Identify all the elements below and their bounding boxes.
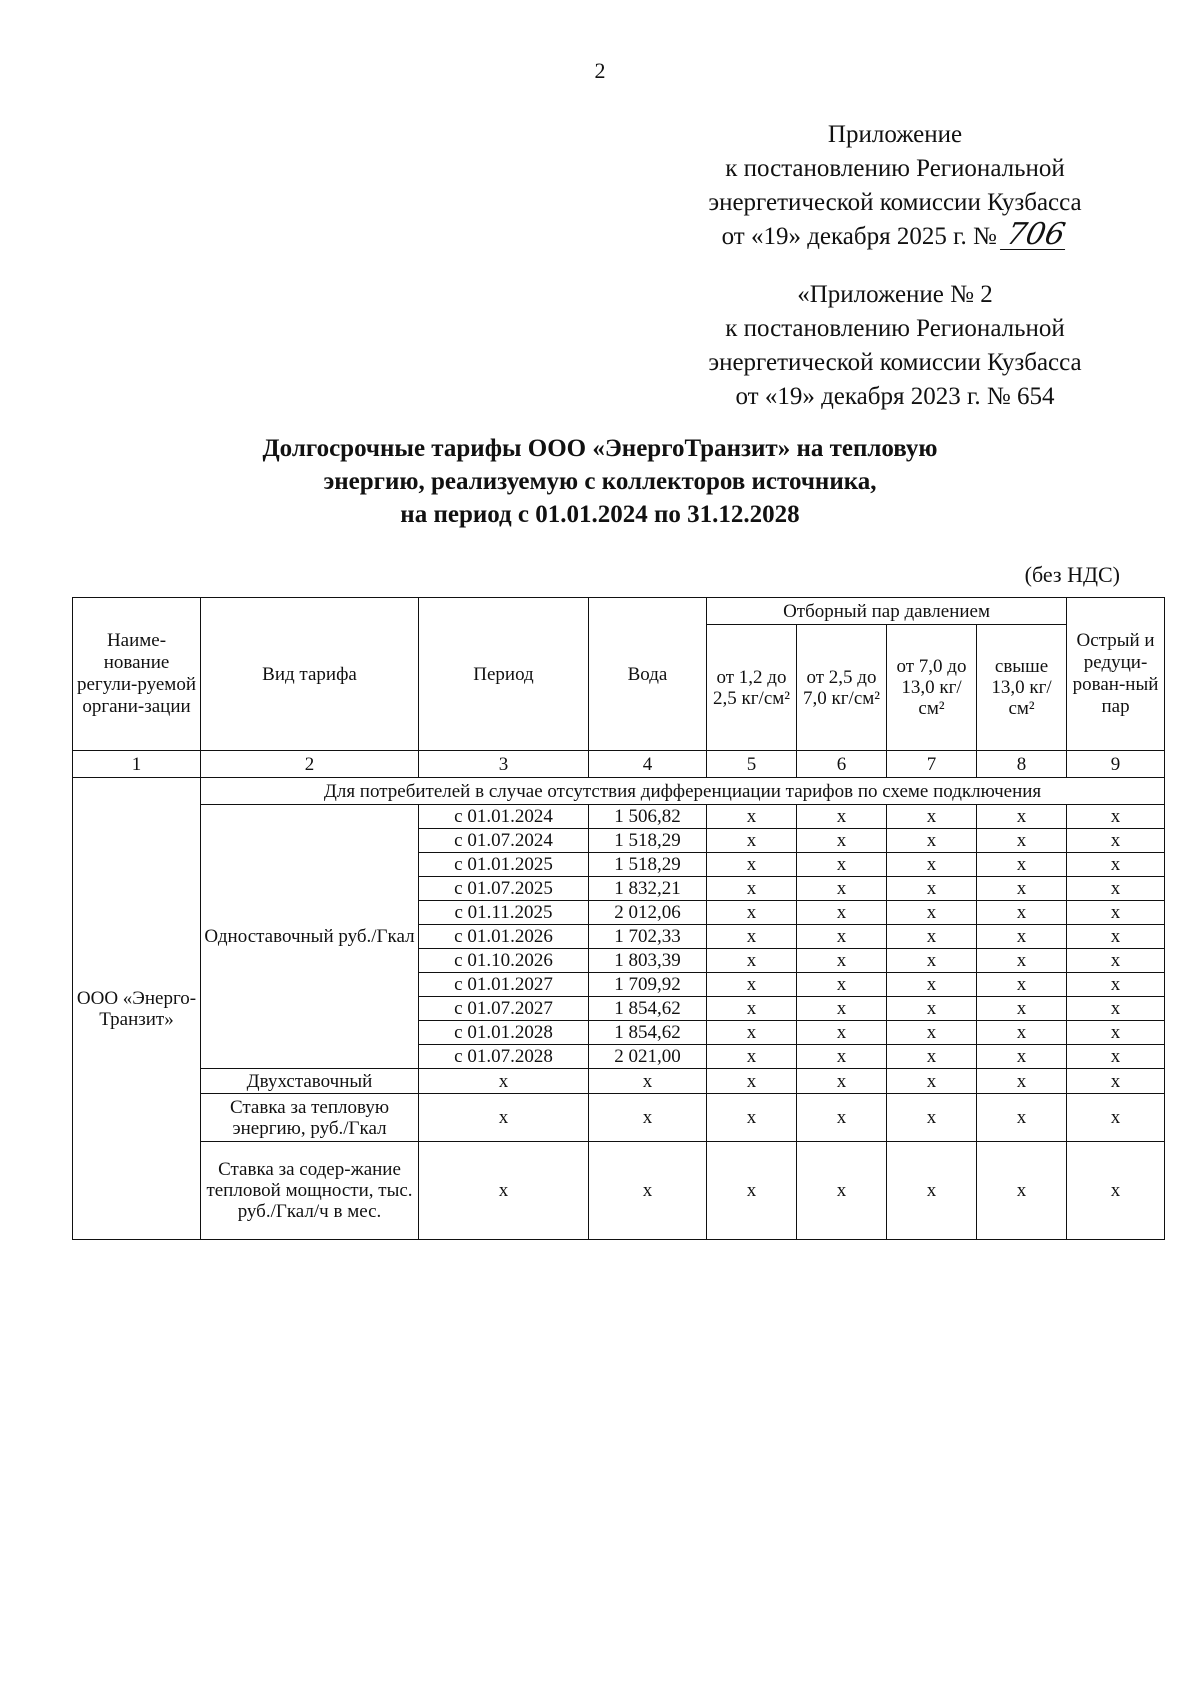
empty-mark: х <box>977 1021 1067 1045</box>
water-value: 1 854,62 <box>589 1021 707 1045</box>
empty-mark: х <box>707 1069 797 1094</box>
table-row <box>73 1142 1165 1240</box>
period-cell: с 01.01.2025 <box>419 853 589 877</box>
water-value: 1 832,21 <box>589 877 707 901</box>
column-number-2: 2 <box>201 751 419 778</box>
empty-mark: х <box>707 1094 797 1142</box>
empty-mark: х <box>797 925 887 949</box>
column-number-8: 8 <box>977 751 1067 778</box>
empty-mark: х <box>797 877 887 901</box>
empty-mark: х <box>589 1069 707 1094</box>
period-cell: с 01.10.2026 <box>419 949 589 973</box>
period-cell: с 01.01.2027 <box>419 973 589 997</box>
empty-mark: х <box>1067 997 1165 1021</box>
empty-mark: х <box>1067 805 1165 829</box>
empty-mark: х <box>977 805 1067 829</box>
water-value: 1 506,82 <box>589 805 707 829</box>
handwritten-number: 706 <box>1000 221 1071 250</box>
empty-mark: х <box>707 901 797 925</box>
empty-mark: х <box>887 1142 977 1240</box>
empty-mark: х <box>797 805 887 829</box>
page-number: 2 <box>594 58 606 83</box>
header-sharp-steam: Острый и редуци-рован-ный пар <box>1067 598 1165 751</box>
appendix-current-line3: энергетической комиссии Кузбасса <box>708 189 1082 216</box>
empty-mark: х <box>707 829 797 853</box>
empty-mark: х <box>589 1094 707 1142</box>
section-row <box>73 778 1165 805</box>
empty-mark: х <box>797 1069 887 1094</box>
empty-mark: х <box>589 1142 707 1240</box>
column-number-6: 6 <box>797 751 887 778</box>
title-line1: Долгосрочные тарифы ООО «ЭнергоТранзит» на тепловую <box>262 435 938 462</box>
empty-mark: х <box>707 973 797 997</box>
appendix-previous-line4: от «19» декабря 2023 г. № 654 <box>735 383 1055 410</box>
empty-mark: х <box>887 1045 977 1069</box>
vat-note: (без НДС) <box>1024 562 1120 587</box>
table-row <box>73 1069 1165 1094</box>
single-rate-label: Одноставочный руб./Гкал <box>201 805 419 1069</box>
appendix-current-line1: Приложение <box>827 121 963 148</box>
empty-mark: х <box>1067 1094 1165 1142</box>
empty-mark: х <box>797 1094 887 1142</box>
header-period: Период <box>419 598 589 751</box>
empty-mark: х <box>1067 877 1165 901</box>
empty-mark: х <box>419 1094 589 1142</box>
water-value: 2 012,06 <box>589 901 707 925</box>
empty-mark: х <box>977 853 1067 877</box>
empty-mark: х <box>977 925 1067 949</box>
appendix-current-date-prefix: от «19» декабря 2025 г. № <box>721 223 997 250</box>
appendix-previous-line2: к постановлению Региональной <box>725 315 1065 342</box>
header-steam-group: Отборный пар давлением <box>707 598 1067 625</box>
empty-mark: х <box>419 1069 589 1094</box>
column-number-7: 7 <box>887 751 977 778</box>
empty-mark: х <box>1067 1142 1165 1240</box>
water-value: 2 021,00 <box>589 1045 707 1069</box>
column-number-1: 1 <box>73 751 201 778</box>
period-cell: с 01.07.2025 <box>419 877 589 901</box>
empty-mark: х <box>707 805 797 829</box>
empty-mark: х <box>977 1069 1067 1094</box>
empty-mark: х <box>977 1094 1067 1142</box>
appendix-current <box>680 118 1110 254</box>
period-cell: с 01.11.2025 <box>419 901 589 925</box>
empty-mark: х <box>887 1021 977 1045</box>
empty-mark: х <box>887 877 977 901</box>
header-steam-2: от 2,5 до 7,0 кг/см² <box>797 625 887 751</box>
period-cell: с 01.07.2027 <box>419 997 589 1021</box>
empty-mark: х <box>707 853 797 877</box>
water-value: 1 854,62 <box>589 997 707 1021</box>
empty-mark: х <box>797 1021 887 1045</box>
empty-mark: х <box>887 997 977 1021</box>
empty-mark: х <box>1067 853 1165 877</box>
water-value: 1 709,92 <box>589 973 707 997</box>
table-row <box>73 1094 1165 1142</box>
empty-mark: х <box>707 1045 797 1069</box>
empty-mark: х <box>977 997 1067 1021</box>
appendix-previous-line1: «Приложение № 2 <box>797 281 993 308</box>
tariff-table <box>72 597 1165 1240</box>
empty-mark: х <box>797 997 887 1021</box>
empty-mark: х <box>1067 949 1165 973</box>
header-tariff-type: Вид тарифа <box>201 598 419 751</box>
water-value: 1 518,29 <box>589 829 707 853</box>
empty-mark: х <box>977 901 1067 925</box>
empty-mark: х <box>707 949 797 973</box>
title-line3: на период с 01.01.2024 по 31.12.2028 <box>400 501 800 528</box>
empty-mark: х <box>977 1142 1067 1240</box>
empty-mark: х <box>887 853 977 877</box>
organization-name: ООО «Энерго-Транзит» <box>73 778 201 1240</box>
header-steam-1: от 1,2 до 2,5 кг/см² <box>707 625 797 751</box>
empty-mark: х <box>797 973 887 997</box>
water-value: 1 518,29 <box>589 853 707 877</box>
period-cell: с 01.01.2026 <box>419 925 589 949</box>
header-steam-4: свыше 13,0 кг/см² <box>977 625 1067 751</box>
empty-mark: х <box>797 829 887 853</box>
empty-mark: х <box>797 1045 887 1069</box>
empty-mark: х <box>707 997 797 1021</box>
empty-mark: х <box>1067 925 1165 949</box>
empty-mark: х <box>707 1021 797 1045</box>
water-value: 1 803,39 <box>589 949 707 973</box>
period-cell: с 01.07.2024 <box>419 829 589 853</box>
empty-mark: х <box>707 1142 797 1240</box>
appendix-previous-line3: энергетической комиссии Кузбасса <box>708 349 1082 376</box>
column-number-3: 3 <box>419 751 589 778</box>
empty-mark: х <box>419 1142 589 1240</box>
column-number-4: 4 <box>589 751 707 778</box>
period-cell: с 01.01.2028 <box>419 1021 589 1045</box>
column-number-5: 5 <box>707 751 797 778</box>
header-steam-3: от 7,0 до 13,0 кг/см² <box>887 625 977 751</box>
empty-mark: х <box>887 925 977 949</box>
empty-mark: х <box>887 901 977 925</box>
document-title <box>160 432 1040 531</box>
empty-mark: х <box>1067 901 1165 925</box>
empty-mark: х <box>797 901 887 925</box>
empty-mark: х <box>977 877 1067 901</box>
empty-mark: х <box>707 925 797 949</box>
appendix-current-date <box>680 217 1110 254</box>
period-cell: с 01.07.2028 <box>419 1045 589 1069</box>
empty-mark: х <box>1067 1069 1165 1094</box>
empty-mark: х <box>1067 829 1165 853</box>
empty-mark: х <box>1067 973 1165 997</box>
empty-mark: х <box>887 1069 977 1094</box>
empty-mark: х <box>797 1142 887 1240</box>
section-title: Для потребителей в случае отсутствия дифференциации тарифов по схеме подключения <box>201 778 1165 805</box>
empty-mark: х <box>797 853 887 877</box>
appendix-previous <box>680 278 1110 414</box>
two-rate-label: Двухставочный <box>201 1069 419 1094</box>
empty-mark: х <box>977 829 1067 853</box>
empty-mark: х <box>1067 1045 1165 1069</box>
period-cell: с 01.01.2024 <box>419 805 589 829</box>
capacity-rate-label: Ставка за содер-жание тепловой мощности, тыс. руб./Гкал/ч в мес. <box>201 1142 419 1240</box>
header-water: Вода <box>589 598 707 751</box>
water-value: 1 702,33 <box>589 925 707 949</box>
heat-rate-label: Ставка за тепловую энергию, руб./Гкал <box>201 1094 419 1142</box>
appendix-current-line2: к постановлению Региональной <box>725 155 1065 182</box>
empty-mark: х <box>887 829 977 853</box>
empty-mark: х <box>887 805 977 829</box>
table-row <box>73 805 1165 829</box>
empty-mark: х <box>977 949 1067 973</box>
empty-mark: х <box>797 949 887 973</box>
header-org: Наиме-нование регули-руемой органи-зации <box>73 598 201 751</box>
empty-mark: х <box>707 877 797 901</box>
empty-mark: х <box>887 1094 977 1142</box>
empty-mark: х <box>887 949 977 973</box>
title-line2: энергию, реализуемую с коллекторов источника, <box>323 468 877 495</box>
empty-mark: х <box>887 973 977 997</box>
empty-mark: х <box>977 973 1067 997</box>
empty-mark: х <box>977 1045 1067 1069</box>
empty-mark: х <box>1067 1021 1165 1045</box>
column-number-9: 9 <box>1067 751 1165 778</box>
